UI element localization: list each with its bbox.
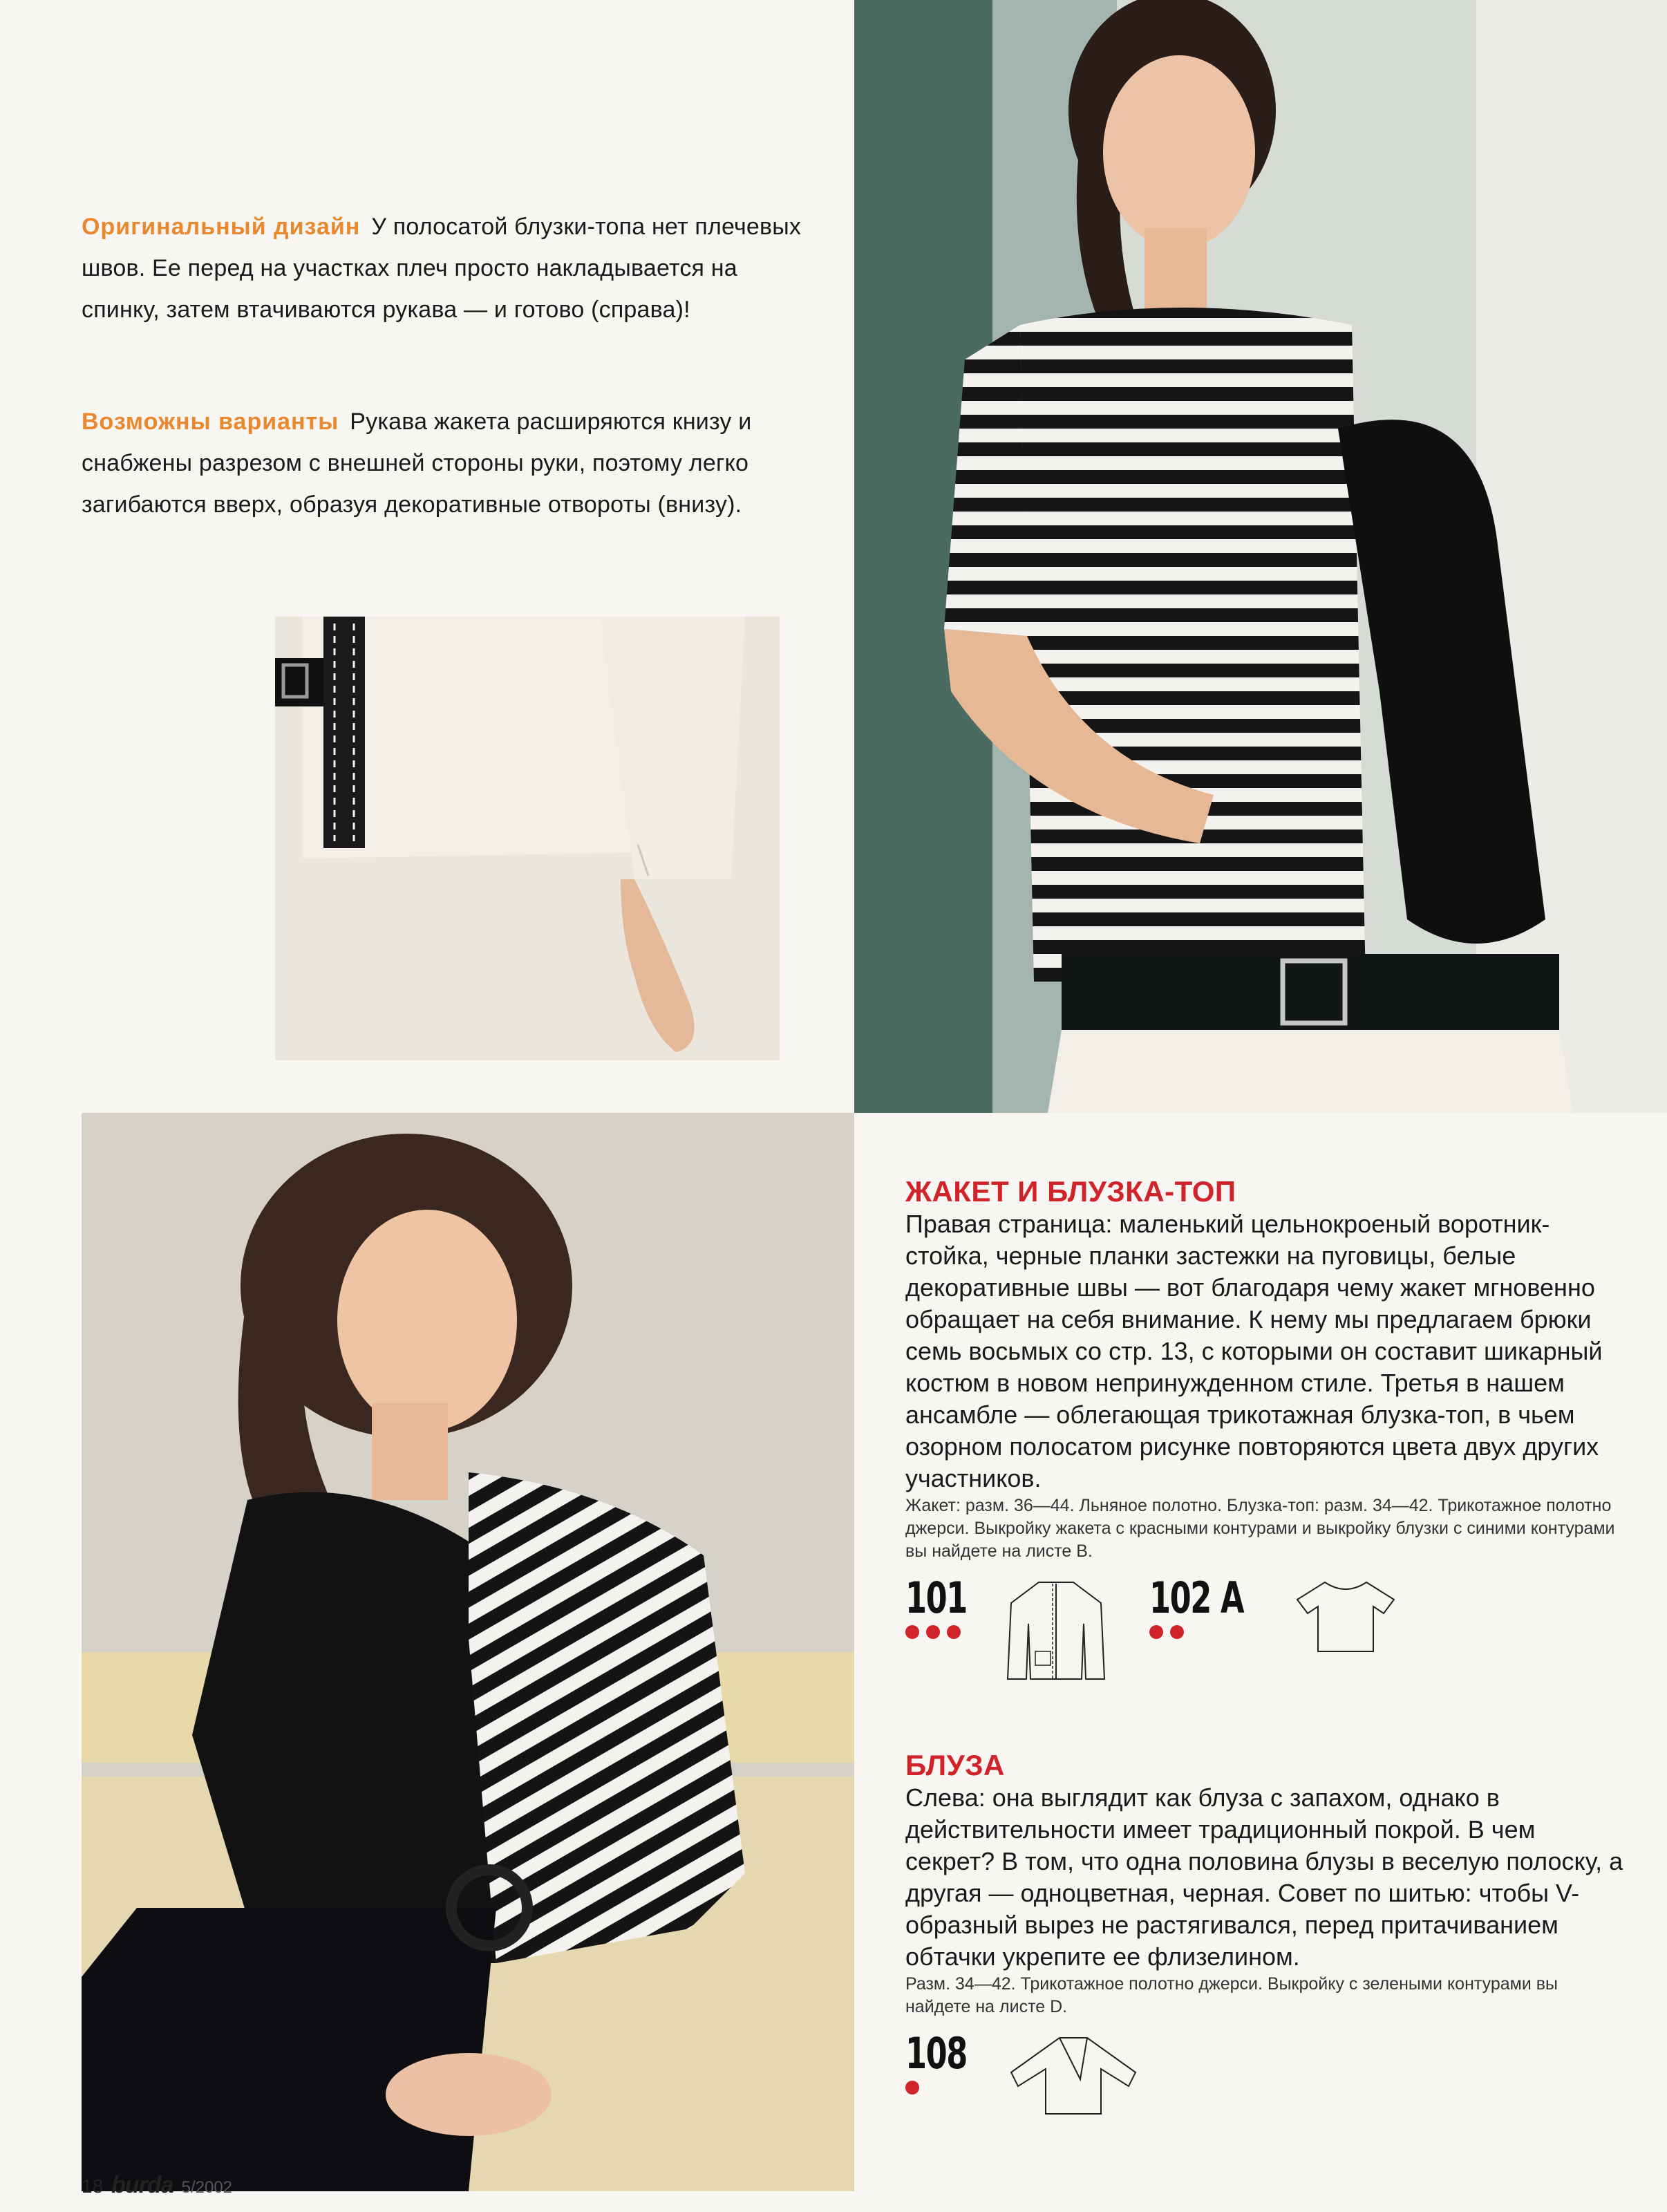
intro-lead-design: Оригинальный дизайн <box>82 214 361 240</box>
section-body-blouse: Слева: она выглядит как блуза с запахом, однако в действительности имеет традиционный покрой. В чем секрет? В том, что одна половина блузы в веселую полоску, а другая — одноцветная, черная. Совет по шитью: чтобы V-образный вырез не растягивался, перед притачиванием обтачки укрепите ее флизелином. <box>905 1783 1623 1971</box>
intro-text-design: У полосатой блузки-топа нет плечевых швов. Ее перед на участках плеч просто накладывается на спинку, затем втачиваются рукава — и готово (справа)! <box>82 214 802 323</box>
section-body-jacket-top: Правая страница: маленький цельнокроеный воротник-стойка, черные планки застежки на пуговицы, белые декоративные швы — вот благодаря чему жакет мгновенно обращает на себя внимание. К нему мы предлагаем брюки семь восьмых со стр. 13, с которыми он составит шикарный костюм в новом непринужденном стиле. Третья в нашем ансамбле — облегающая трикотажная блузка-топ, в чьем озорном полосатом рисунке повторяются цвета двух других участников. <box>905 1210 1603 1492</box>
difficulty-dot <box>905 2081 919 2094</box>
difficulty-dot <box>926 1625 940 1639</box>
jacket-detail-photo <box>275 617 780 1060</box>
jacket-sketch-icon <box>1004 1575 1108 1686</box>
section-details-blouse: Разм. 34—42. Трикотажное полотно джерси. Выкройку с зелеными контурами вы найдете на листе D. <box>905 1974 1558 2016</box>
page-number: 18 <box>82 2175 104 2197</box>
model-row-jacket-top <box>905 1575 1624 1686</box>
intro-lead-variants: Возможны варианты <box>82 409 339 435</box>
section-title-jacket-top: ЖАКЕТ И БЛУЗКА-ТОП <box>905 1175 1236 1208</box>
page-footer <box>82 2172 232 2199</box>
model-number-101: 101 <box>905 1573 967 1623</box>
intro-paragraph-variants <box>82 401 814 525</box>
difficulty-dots-108 <box>905 2081 990 2094</box>
blouse-sketch-icon <box>1004 2031 1142 2121</box>
wrap-blouse-photo <box>82 1113 854 2191</box>
brand-logo: burda <box>111 2172 173 2198</box>
difficulty-dots-101 <box>905 1625 990 1639</box>
intro-paragraph-design <box>82 206 814 330</box>
top-sketch-icon <box>1294 1575 1397 1658</box>
model-108 <box>905 2028 990 2094</box>
model-number-108: 108 <box>905 2028 967 2079</box>
striped-top-photo <box>854 0 1667 1113</box>
difficulty-dot <box>947 1625 961 1639</box>
section-title-blouse: БЛУЗА <box>905 1749 1005 1781</box>
intro-text-variants: Рукава жакета расширяются книзу и снабжены разрезом с внешней стороны руки, поэтому легко загибаются вверх, образуя декоративные отвороты (внизу). <box>82 409 752 518</box>
blouse-section <box>905 1749 1624 2121</box>
issue-number: 5/2002 <box>181 2178 233 2197</box>
difficulty-dot <box>905 1625 919 1639</box>
difficulty-dot <box>1170 1625 1184 1639</box>
section-details-jacket-top: Жакет: разм. 36—44. Льняное полотно. Блузка-топ: разм. 34—42. Трикотажное полотно джерси. Выкройку жакета с красными контурами и выкройку блузки с синими контурами вы найдете на листе В. <box>905 1496 1615 1561</box>
jacket-top-section <box>905 1175 1624 1686</box>
model-101 <box>905 1575 990 1639</box>
difficulty-dots-102a <box>1149 1625 1280 1639</box>
model-102a <box>1149 1575 1280 1639</box>
difficulty-dot <box>1149 1625 1163 1639</box>
model-row-blouse <box>905 2028 1624 2121</box>
model-number-102a: 102 A <box>1149 1573 1244 1623</box>
